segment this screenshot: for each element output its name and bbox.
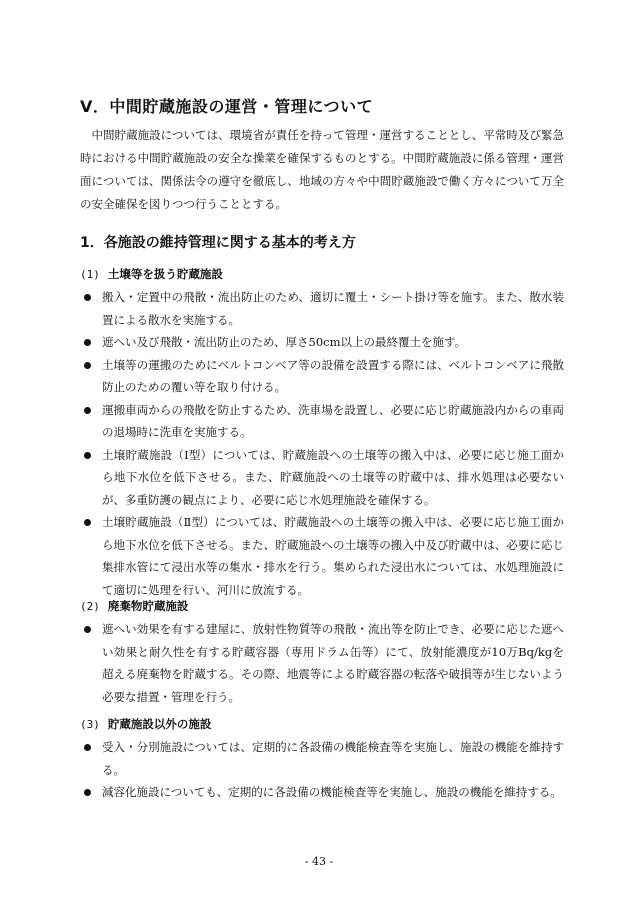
list-item: 土壌等の運搬のためにベルトコンベア等の設備を設置する際には、ベルトコンベアに飛散防止のための覆い等を取り付ける。 (80, 354, 564, 399)
bullet-icon (84, 519, 91, 526)
subsection-title: 貯蔵施設以外の施設 (107, 717, 212, 731)
bullet-icon (84, 626, 91, 633)
list-item: 受入・分別施設については、定期的に各設備の機能検査等を実施し、施設の機能を維持する。 (80, 736, 564, 781)
subsection-list-1 (80, 286, 564, 601)
list-item: 搬入・定置中の飛散・流出防止のため、適切に覆土・シート掛け等を施す。また、散水装置による散水を実施する。 (80, 286, 564, 331)
bullet-icon (84, 407, 91, 414)
list-item: 土壌貯蔵施設（Ⅰ型）については、貯蔵施設への土壌等の搬入中は、必要に応じ施工面から地下水位を低下させる。また、貯蔵施設への土壌等の貯蔵中は、排水処理は必要ないが、多重防護の観点により、必要に応じ水処理施設を確保する。 (80, 444, 564, 512)
subsection-heading-3 (80, 716, 211, 732)
list-item: 減容化施設についても、定期的に各設備の機能検査等を実施し、施設の機能を維持する。 (80, 781, 564, 804)
bullet-icon (84, 744, 91, 751)
bullet-icon (84, 294, 91, 301)
intro-paragraph: 中間貯蔵施設については、環境省が責任を持って管理・運営することとし、平常時及び緊急時における中間貯蔵施設の安全な操業を確保するものとする。中間貯蔵施設に係る管理・運営面については、関係法令の遵守を徹底し、地域の方々や中間貯蔵施設で働く方々について万全の安全確保を図りつつ行うこととする。 (80, 128, 564, 211)
subsection-number: (2) (80, 600, 100, 613)
subsection-title: 廃棄物貯蔵施設 (107, 599, 189, 613)
subsection-list-2 (80, 618, 564, 708)
list-item: 遮へい効果を有する建屋に、放射性物質等の飛散・流出等を防止でき、必要に応じた遮へい効果と耐久性を有する貯蔵容器（専用ドラム缶等）にて、放射能濃度が10万Bq/kgを超える廃棄物を貯蔵する。その際、地震等による貯蔵容器の転落や破損等が生じないよう必要な措置・管理を行う。 (80, 618, 564, 708)
page-number: - 43 - (304, 855, 334, 868)
list-item: 運搬車両からの飛散を防止するため、洗車場を設置し、必要に応じ貯蔵施設内からの車両の退場時に洗車を実施する。 (80, 399, 564, 444)
bullet-icon (84, 339, 91, 346)
subsection-title: 土壌等を扱う貯蔵施設 (107, 267, 223, 281)
chapter-heading: Ⅴ．中間貯蔵施設の運営・管理について (80, 97, 374, 116)
subsection-number: (1) (80, 268, 100, 281)
subsection-heading-2 (80, 598, 188, 614)
bullet-icon (84, 452, 91, 459)
subsection-list-3 (80, 736, 564, 804)
list-item: 遮へい及び飛散・流出防止のため、厚さ50cm以上の最終覆土を施す。 (80, 331, 564, 354)
bullet-icon (84, 789, 91, 796)
subsection-number: (3) (80, 718, 100, 731)
bullet-icon (84, 362, 91, 369)
subsection-heading-1 (80, 266, 223, 282)
section-heading: 1．各施設の維持管理に関する基本的考え方 (80, 235, 356, 251)
list-item: 土壌貯蔵施設（Ⅱ型）については、貯蔵施設への土壌等の搬入中は、必要に応じ施工面から地下水位を低下させる。また、貯蔵施設への土壌等の搬入中及び貯蔵中は、必要に応じ集排水管にて浸出水等の集水・排水を行う。集められた浸出水については、水処理施設にて適切に処理を行い、河川に放流する。 (80, 511, 564, 601)
